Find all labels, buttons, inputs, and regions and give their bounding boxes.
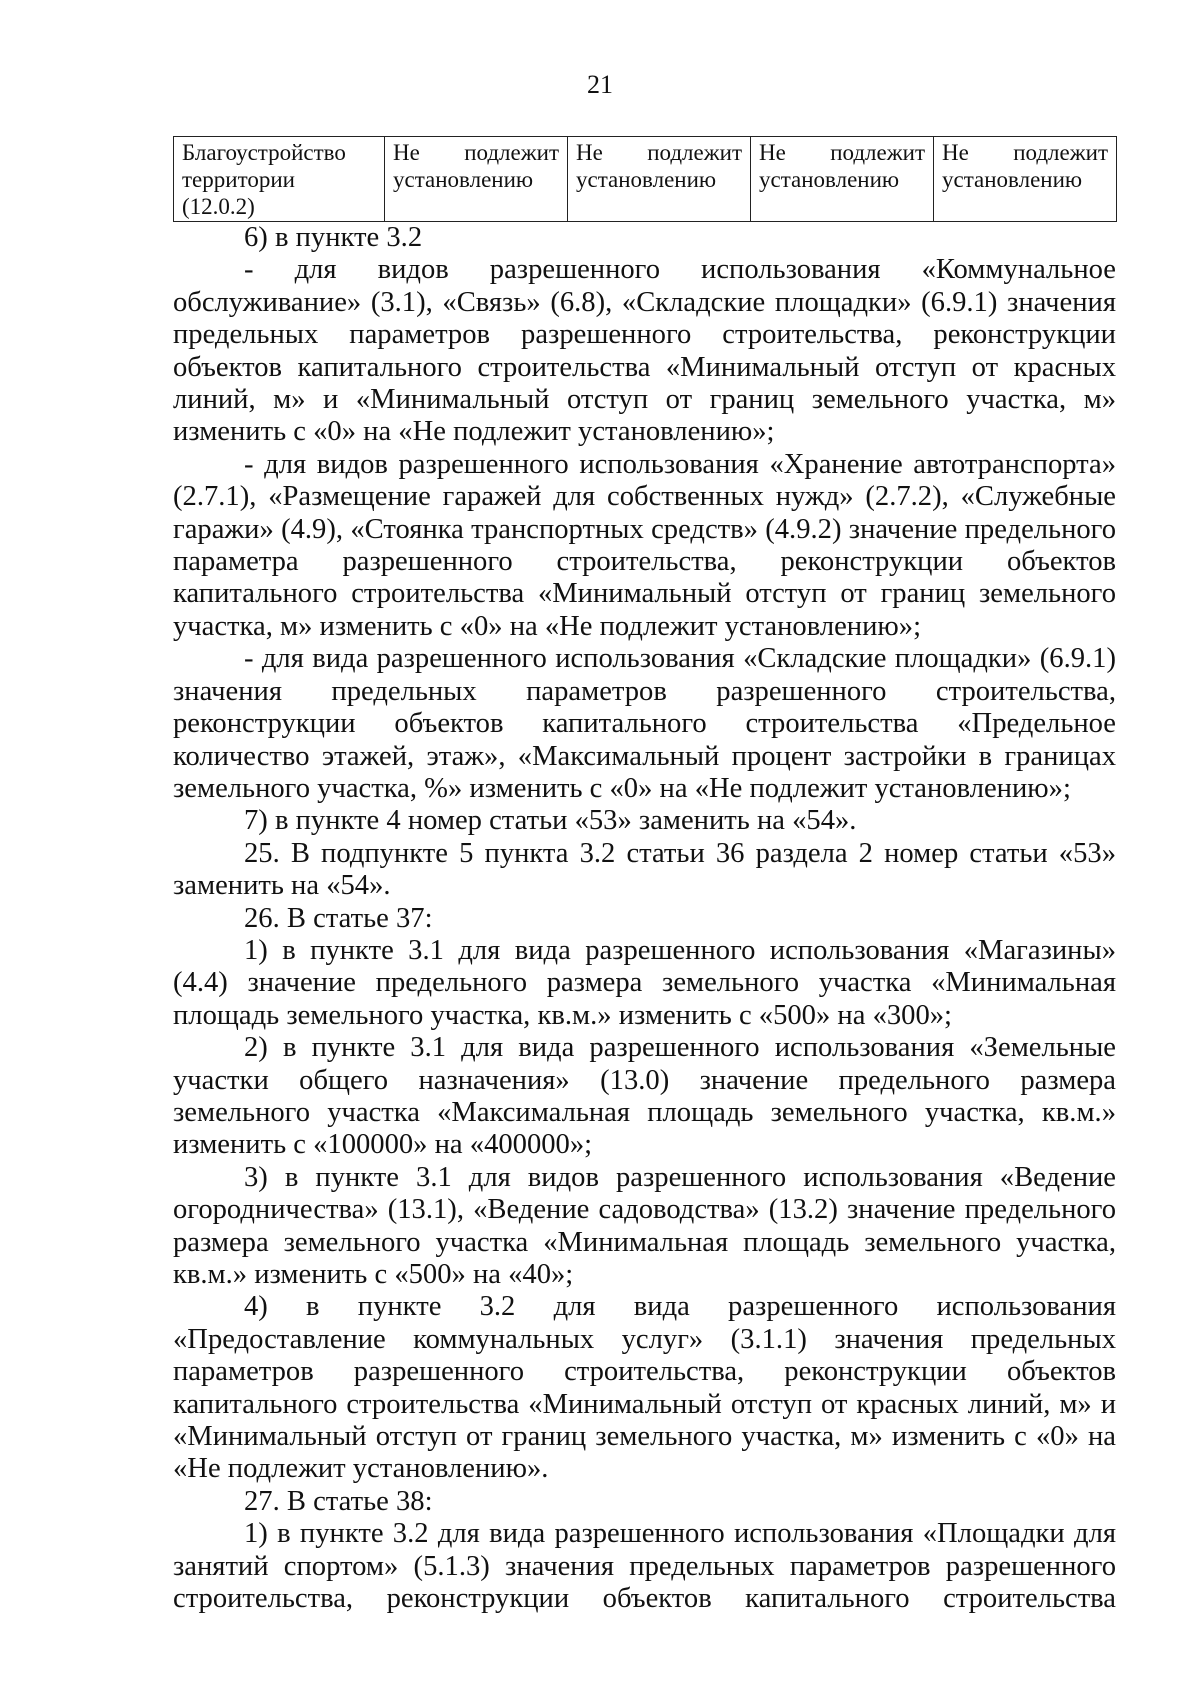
paragraph: - для вида разрешенного использования «Складские площадки» (6.9.1) значения предельных параметров разрешенного строительства, реконструкции объектов капитального строительства «Предельное количество этажей, этаж», «Максимальный процент застройки в границах земельного участка, %» изменить с «0» на «Не подлежит установлению»; bbox=[173, 643, 1116, 804]
paragraph: 25. В подпункте 5 пункта 3.2 статьи 36 раздела 2 номер статьи «53» заменить на «54». bbox=[173, 837, 1116, 902]
table-row bbox=[174, 137, 1117, 222]
paragraph: 4) в пункте 3.2 для вида разрешенного использования «Предоставление коммунальных услуг» (3.1.1) значения предельных параметров разрешенного строительства, реконструкции объектов капитального строительства «Минимальный отступ от красных линий, м» и «Минимальный отступ от границ земельного участка, м» изменить с «0» на «Не подлежит установлению». bbox=[173, 1291, 1116, 1485]
paragraph: 1) в пункте 3.1 для вида разрешенного использования «Магазины» (4.4) значение предельного размера земельного участка «Минимальная площадь земельного участка, кв.м.» изменить с «500» на «300»; bbox=[173, 934, 1116, 1031]
paragraph: - для видов разрешенного использования «Хранение автотранспорта» (2.7.1), «Размещение гаражей для собственных нужд» (2.7.2), «Служебные гаражи» (4.9), «Стоянка транспортных средств» (4.9.2) значение предельного параметра разрешенного строительства, реконструкции объектов капитального строительства «Минимальный отступ от границ земельного участка, м» изменить с «0» на «Не подлежит установлению»; bbox=[173, 448, 1116, 642]
table-cell-text: Благоустройство bbox=[182, 140, 346, 165]
table-cell-text: установлению bbox=[942, 167, 1083, 192]
page-number: 21 bbox=[587, 70, 613, 99]
table-cell-text: установлению bbox=[393, 167, 534, 192]
table-cell-value bbox=[751, 137, 934, 222]
table-cell-text: установлению bbox=[759, 167, 900, 192]
paragraph: 2) в пункте 3.1 для вида разрешенного использования «Земельные участки общего назначения» (13.0) значение предельного размера земельного участка «Максимальная площадь земельного участка, кв.м.» изменить с «100000» на «400000»; bbox=[173, 1032, 1116, 1161]
document-body bbox=[173, 222, 1116, 1615]
paragraph: - для видов разрешенного использования «Коммунальное обслуживание» (3.1), «Связь» (6.8), «Складские площадки» (6.9.1) значения предельных параметров разрешенного строительства, реконструкции объектов капитального строительства «Минимальный отступ от красных линий, м» и «Минимальный отступ от границ земельного участка, м» изменить с «0» на «Не подлежит установлению»; bbox=[173, 254, 1116, 448]
paragraph: 1) в пункте 3.2 для вида разрешенного использования «Площадки для занятий спортом» (5.1.3) значения предельных параметров разрешенного строительства, реконструкции объектов капитального строительства bbox=[173, 1518, 1116, 1615]
paragraph: 26. В статье 37: bbox=[244, 902, 433, 934]
table-cell-text: Не подлежит bbox=[576, 140, 742, 165]
paragraph: 6) в пункте 3.2 bbox=[244, 222, 423, 253]
table-cell-value bbox=[385, 137, 568, 222]
table-cell-text: установлению bbox=[576, 167, 717, 192]
paragraph: 3) в пункте 3.1 для видов разрешенного использования «Ведение огородничества» (13.1), «Ведение садоводства» (13.2) значение предельного размера земельного участка «Минимальная площадь земельного участка, кв.м.» изменить с «500» на «40»; bbox=[173, 1161, 1116, 1290]
table-cell-text: Не подлежит bbox=[393, 140, 559, 165]
table-cell-use-type bbox=[174, 137, 385, 222]
table-cell-text: (12.0.2) bbox=[182, 194, 255, 219]
paragraph: 7) в пункте 4 номер статьи «53» заменить на «54». bbox=[244, 805, 857, 837]
table-cell-value bbox=[568, 137, 751, 222]
regulation-table bbox=[173, 136, 1117, 222]
table-cell-text: Не подлежит bbox=[759, 140, 925, 165]
table-cell-text: территории bbox=[182, 167, 295, 192]
table-cell-text: Не подлежит bbox=[942, 140, 1108, 165]
table-cell-value bbox=[934, 137, 1117, 222]
paragraph: 27. В статье 38: bbox=[244, 1485, 433, 1517]
